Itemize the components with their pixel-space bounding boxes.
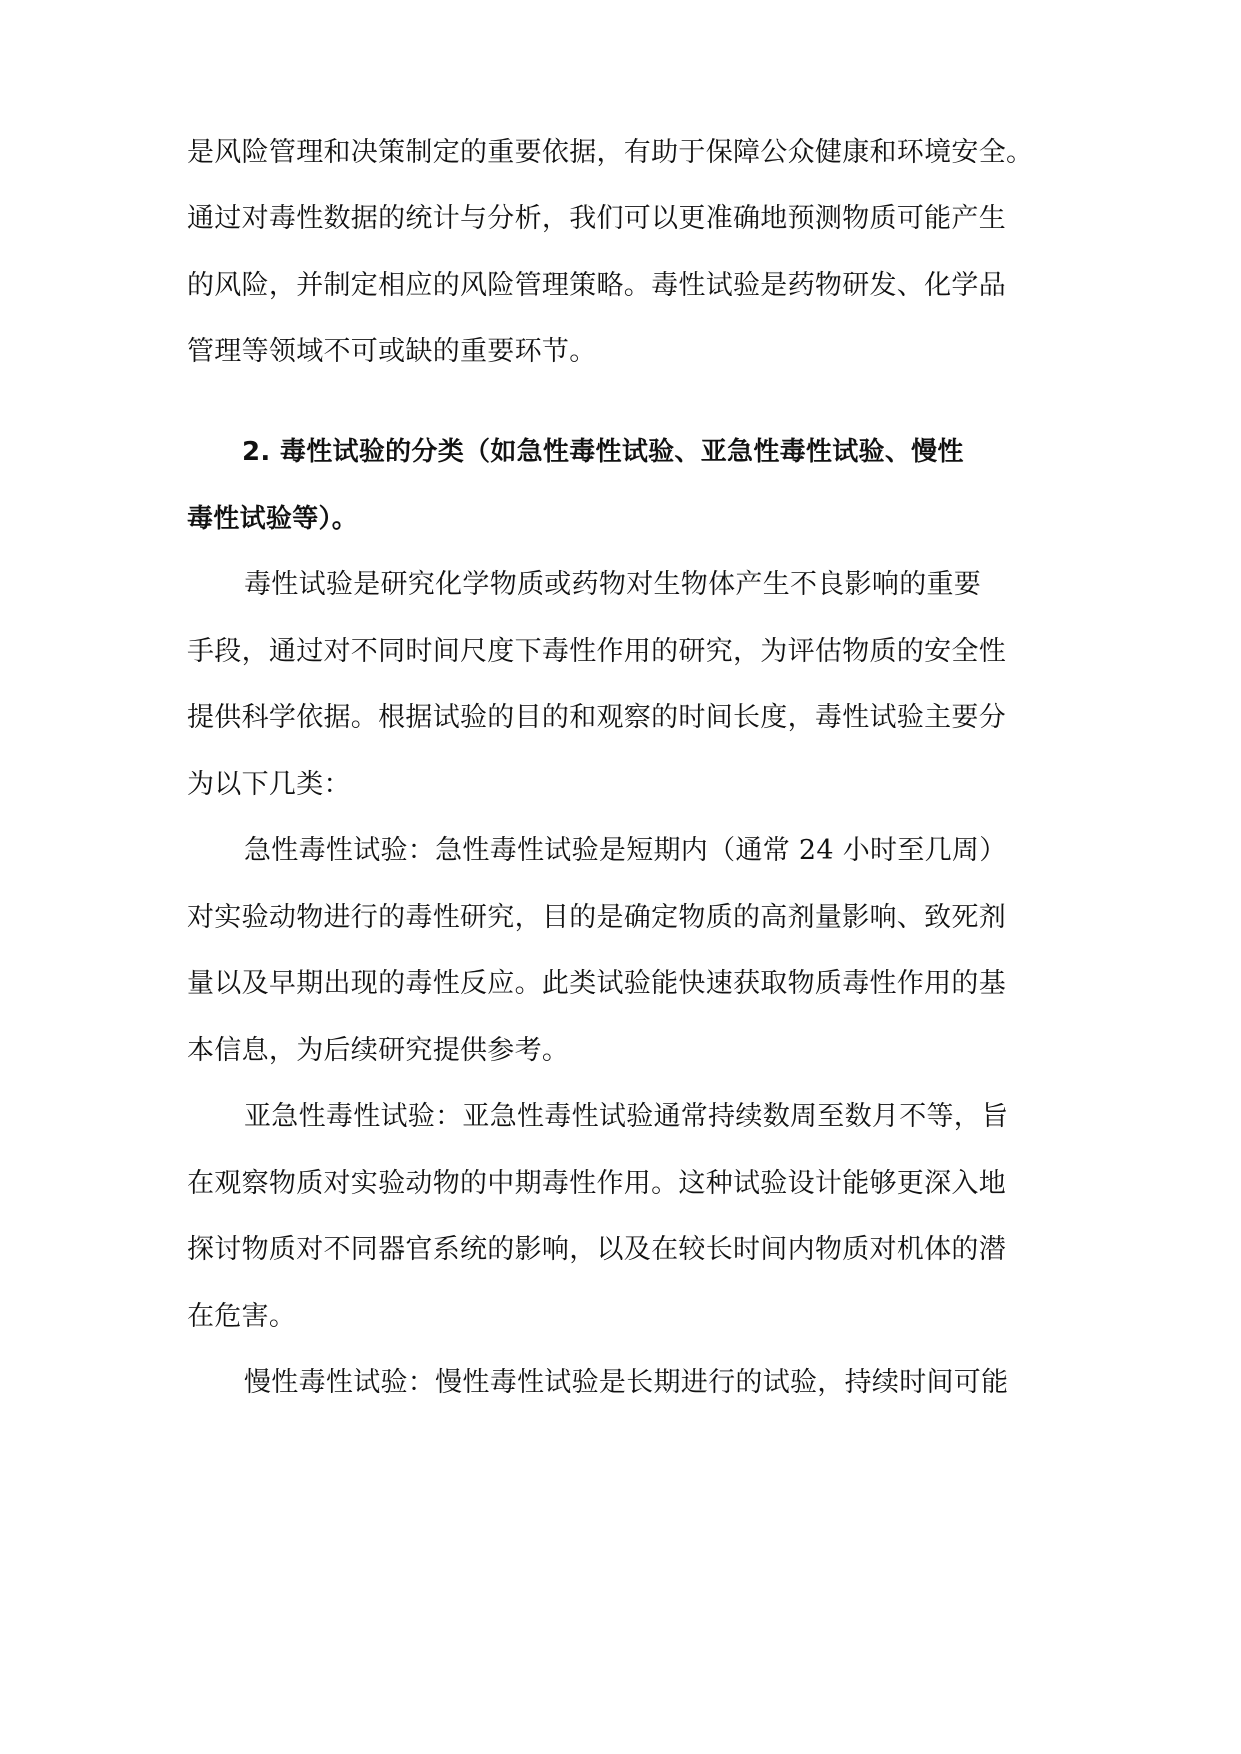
text-line: 量以及早期出现的毒性反应。此类试验能快速获取物质毒性作用的基 [187, 968, 1006, 999]
text-line: 是风险管理和决策制定的重要依据，有助于保障公众健康和环境安全。 [187, 137, 1034, 168]
text-line: 在危害。 [187, 1301, 297, 1332]
text-line: 急性毒性试验：急性毒性试验是短期内（通常 24 小时至几周） [244, 835, 1007, 866]
section-heading-line: 毒性试验等）。 [187, 504, 359, 534]
text-line: 对实验动物进行的毒性研究，目的是确定物质的高剂量影响、致死剂 [187, 902, 1006, 933]
text-line: 手段，通过对不同时间尺度下毒性作用的研究，为评估物质的安全性 [187, 636, 1006, 667]
text-line: 通过对毒性数据的统计与分析，我们可以更准确地预测物质可能产生 [187, 203, 1006, 234]
text-line: 毒性试验是研究化学物质或药物对生物体产生不良影响的重要 [244, 569, 982, 600]
text-line: 管理等领域不可或缺的重要环节。 [187, 336, 597, 367]
text-line: 慢性毒性试验：慢性毒性试验是长期进行的试验，持续时间可能 [244, 1367, 1009, 1398]
text-line: 本信息，为后续研究提供参考。 [187, 1035, 570, 1066]
text-line: 在观察物质对实验动物的中期毒性作用。这种试验设计能够更深入地 [187, 1168, 1006, 1199]
text-line: 为以下几类： [187, 769, 351, 800]
text-line: 亚急性毒性试验：亚急性毒性试验通常持续数周至数月不等，旨 [244, 1101, 1009, 1132]
section-heading-line: 2. 毒性试验的分类（如急性毒性试验、亚急性毒性试验、慢性 [242, 437, 964, 467]
text-line: 探讨物质对不同器官系统的影响，以及在较长时间内物质对机体的潜 [187, 1234, 1006, 1265]
text-line: 的风险，并制定相应的风险管理策略。毒性试验是药物研发、化学品 [187, 270, 1006, 301]
text-line: 提供科学依据。根据试验的目的和观察的时间长度，毒性试验主要分 [187, 702, 1006, 733]
